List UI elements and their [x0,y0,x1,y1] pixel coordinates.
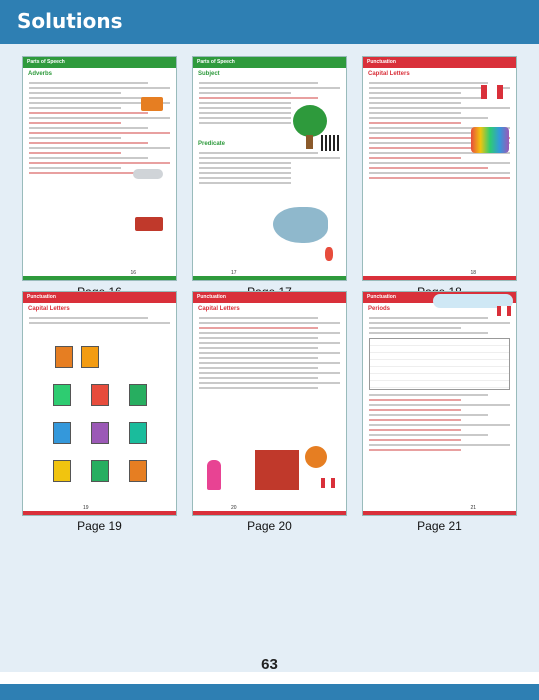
thumbnail-page-21 [362,291,517,516]
thumbnail-footer-bar [193,276,346,280]
thumbnail-header: Parts of Speech [193,57,346,68]
canada-flag-icon [481,85,503,99]
thumbnail-subtitle: Periods [368,306,391,312]
book-icon [55,346,73,368]
thumbnail-page-number: 21 [470,505,476,511]
tree-trunk [306,135,313,149]
cat-illustration [305,446,327,468]
school-illustration [255,450,299,490]
page-title: Solutions [17,9,123,33]
thumbnail-page-16 [22,56,177,281]
book-icon [53,422,71,444]
thumbnail-footer-bar [23,511,176,515]
header-bar [0,0,539,44]
thumbnail-subtitle: Adverbs [28,71,53,77]
zebra-illustration [321,135,341,151]
book-icon [129,422,147,444]
thumbnail-page-number: 20 [231,505,237,511]
thumbnail-page-18 [362,56,517,281]
thumbnail-header: Punctuation [363,57,516,68]
thumbnail-footer-bar [23,276,176,280]
footer-page-number: 63 [261,656,278,673]
book-icon [81,346,99,368]
book-icon [91,422,109,444]
footer-bar [0,684,539,700]
tree-illustration [293,105,327,137]
parrot-illustration [325,247,333,261]
thumbnail-footer-bar [363,276,516,280]
caption-page-21: Page 21 [417,519,462,533]
thumbnail-header: Punctuation [23,292,176,303]
book-icon [129,460,147,482]
canada-map-illustration [471,127,509,153]
book-icon [91,384,109,406]
canada-flag-icon [321,478,335,488]
thumbnail-subtitle: Capital Letters [28,306,70,312]
abbreviations-table [369,338,510,390]
wagon-illustration [141,97,163,111]
airplane-illustration [133,169,163,179]
bus-illustration [135,217,163,231]
whale-illustration [273,207,328,243]
thumbnail-header: Parts of Speech [23,57,176,68]
book-icon [53,384,71,406]
teacher-illustration [207,460,221,490]
thumbnail-footer-bar [363,511,516,515]
thumbnail-subtitle: Capital Letters [198,306,240,312]
caption-page-19: Page 19 [77,519,122,533]
thumbnail-subtitle-2: Predicate [198,141,226,147]
thumbnail-header: Punctuation [363,292,516,303]
thumbnail-header: Punctuation [193,292,346,303]
canada-flag-icon [497,306,511,316]
book-icon [91,460,109,482]
thumbnail-page-number: 17 [231,270,237,276]
thumbnail-subtitle: Capital Letters [368,71,410,77]
caption-page-20: Page 20 [247,519,292,533]
book-icon [53,460,71,482]
thumbnail-page-17 [192,56,347,281]
thumbnail-footer-bar [193,511,346,515]
thumbnail-page-number: 16 [130,270,136,276]
book-icon [129,384,147,406]
thumbnail-page-number: 19 [83,505,89,511]
thumbnail-page-20 [192,291,347,516]
thumbnail-page-number: 18 [470,270,476,276]
thumbnail-page-19 [22,291,177,516]
thumbnail-subtitle: Subject [198,71,220,77]
